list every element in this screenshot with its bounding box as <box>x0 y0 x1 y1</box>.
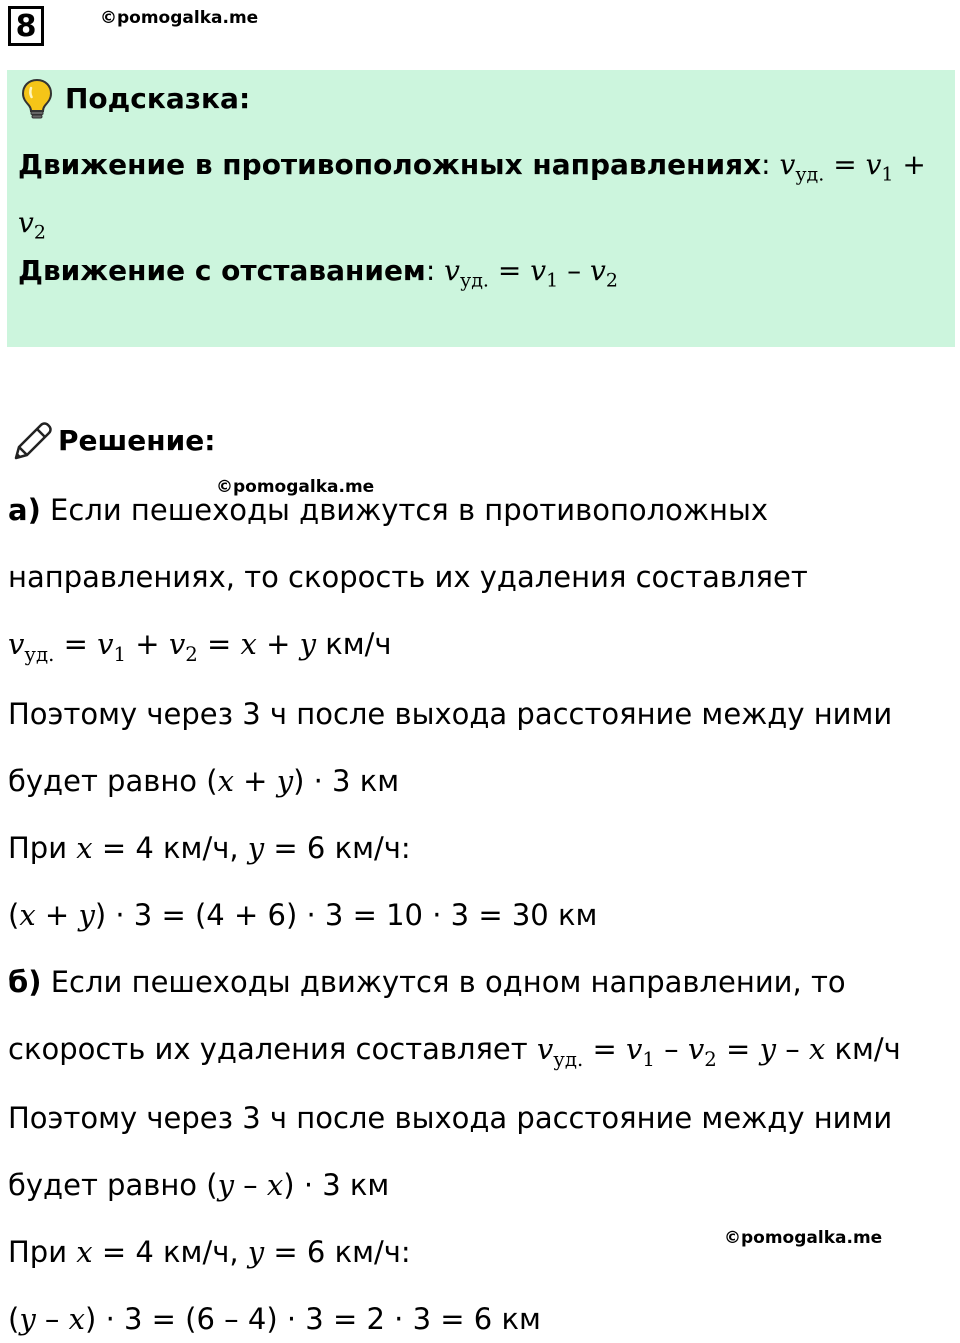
a-line4-text: Поэтому через 3 ч после выхода расстояние между ними <box>8 697 893 731</box>
solution-a-line-7: (x + y) · 3 = (4 + 6) · 3 = 10 · 3 = 30 км <box>8 898 598 932</box>
pencil-icon <box>10 420 54 469</box>
solution-b-line-4: будет равно (y – x) · 3 км <box>8 1168 390 1202</box>
b-line2-unit: км/ч <box>834 1032 901 1066</box>
a-line5-prefix: будет равно <box>8 764 198 798</box>
hint-opposite-line: Движение в противоположных направлениях: $v_{уд.} = v_1$ + <box>18 148 926 186</box>
b-line5-prefix: При <box>8 1235 68 1269</box>
part-a-label: а) <box>8 493 41 527</box>
solution-b-line-6: (y – x) · 3 = (6 – 4) · 3 = 2 · 3 = 6 км <box>8 1302 541 1336</box>
a-line5-suffix: · 3 км <box>313 764 400 798</box>
lightbulb-icon <box>20 78 54 125</box>
hint-opposite-label: Движение в противоположных направлениях <box>18 148 762 181</box>
watermark-middle: ©pomogalka.me <box>216 477 375 497</box>
a-line2-text: направлениях, то скорость их удаления составляет <box>8 560 808 594</box>
a-line3-unit: км/ч <box>325 627 392 661</box>
b-line3-text: Поэтому через 3 ч после выхода расстояние между ними <box>8 1101 893 1135</box>
solution-b-line-2: скорость их удаления составляет $v_{уд.} = v_1 - v_2 = y - x$ км/ч <box>8 1032 901 1071</box>
watermark-bottom: ©pomogalka.me <box>724 1228 883 1248</box>
solution-a-line-4 <box>8 696 892 732</box>
b-line6-suffix: · 3 = (6 – 4) · 3 = 2 · 3 = 6 км <box>105 1302 541 1336</box>
part-b-label: б) <box>8 965 42 999</box>
solution-a-line-2 <box>8 559 808 595</box>
b-line4-prefix: будет равно <box>8 1168 198 1202</box>
a-line1-text: Если пешеходы движутся в противоположных <box>50 493 769 527</box>
a-line7-suffix: · 3 = (4 + 6) · 3 = 10 · 3 = 30 км <box>115 898 598 932</box>
solution-title: Решение: <box>58 424 216 457</box>
b-line1-text: Если пешеходы движутся в одном направлении, то <box>50 965 846 999</box>
b-line5-x: = 4 км/ч, <box>101 1235 239 1269</box>
b-line2-prefix: скорость их удаления составляет <box>8 1032 528 1066</box>
solution-a-line-3: $v_{уд.} = v_1 + v_2 = x + y$ км/ч <box>8 627 392 666</box>
solution-a-line-5: будет равно (x + y) · 3 км <box>8 764 400 798</box>
solution-b-line-1 <box>8 964 846 1000</box>
b-line4-suffix: · 3 км <box>303 1168 390 1202</box>
watermark-top: ©pomogalka.me <box>100 8 259 28</box>
a-line6-prefix: При <box>8 831 68 865</box>
a-line6-x: = 4 км/ч, <box>101 831 239 865</box>
hint-opposite-line-cont: $v_2$ <box>18 206 46 244</box>
solution-b-line-3 <box>8 1100 892 1136</box>
task-number: 8 <box>8 6 44 46</box>
solution-a-line-6: При x = 4 км/ч, y = 6 км/ч: <box>8 831 411 865</box>
a-line6-y: = 6 км/ч: <box>273 831 411 865</box>
hint-lag-line: Движение с отставанием: $v_{уд.} = v_1 - v_2$ <box>18 254 618 292</box>
b-line5-y: = 6 км/ч: <box>273 1235 411 1269</box>
solution-a-line-1 <box>8 492 768 528</box>
solution-b-line-5: При x = 4 км/ч, y = 6 км/ч: <box>8 1235 411 1269</box>
hint-lag-label: Движение с отставанием <box>18 254 426 287</box>
hint-title: Подсказка: <box>65 82 251 115</box>
